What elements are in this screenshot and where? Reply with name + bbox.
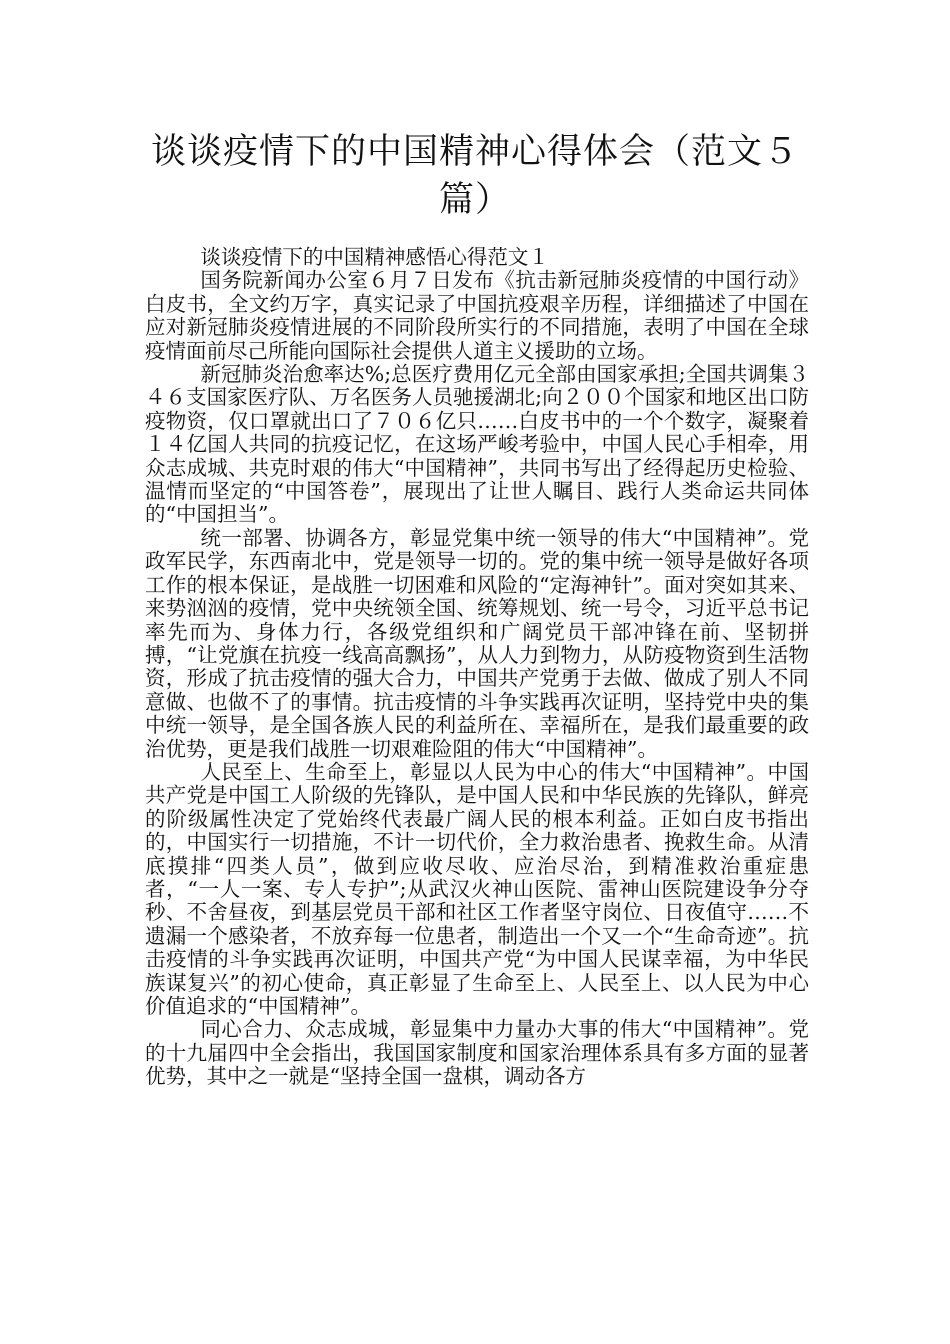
paragraph-1: 国务院新闻办公室６月７日发布《抗击新冠肺炎疫情的中国行动》白皮书，全文约万字，真实记录了中国抗疫艰辛历程，详细描述了中国在应对新冠肺炎疫情进展的不同阶段所实行的不同措施，表明了中国在全球疫情面前尽己所能向国际社会提供人道主义援助的立场。 (145, 268, 809, 363)
document-body (145, 246, 809, 1089)
paragraph-5: 同心合力、众志成城，彰显集中力量办大事的伟大“中国精神”。党的十九届四中全会指出，我国国家制度和国家治理体系具有多方面的显著优势，其中之一就是“坚持全国一盘棋，调动各方 (145, 1017, 809, 1089)
paragraph-4: 人民至上、生命至上，彰显以人民为中心的伟大“中国精神”。中国共产党是中国工人阶级的先锋队，是中国人民和中华民族的先锋队，鲜亮的阶级属性决定了党始终代表最广阔人民的根本利益。正如白皮书指出的，中国实行一切措施，不计一切代价，全力救治患者、挽救生命。从清底摸排“四类人员”，做到应收尽收、应治尽治，到精准救治重症患者，“一人一案、专人专护”;从武汉火神山医院、雷神山医院建设争分夺秒、不舍昼夜，到基层党员干部和社区工作者坚守岗位、日夜值守……不遗漏一个感染者，不放弃每一位患者，制造出一个又一个“生命奇迹”。抗击疫情的斗争实践再次证明，中国共产党“为中国人民谋幸福，为中华民族谋复兴”的初心使命，真正彰显了生命至上、人民至上、以人民为中心价值追求的“中国精神”。 (145, 759, 809, 1018)
section-subheading: 谈谈疫情下的中国精神感悟心得范文１ (200, 245, 549, 269)
document-title: 谈谈疫情下的中国精神心得体会（范文５篇） (150, 132, 799, 220)
paragraph-3: 统一部署、协调各方，彰显党集中统一领导的伟大“中国精神”。党政军民学，东西南北中，党是领导一切的。党的集中统一领导是做好各项工作的根本保证，是战胜一切困难和风险的“定海神针”。面对突如其来、来势汹汹的疫情，党中央统领全国、统筹规划、统一号令，习近平总书记率先而为、身体力行，各级党组织和广阔党员干部冲锋在前、坚韧拼搏，“让党旗在抗疫一线高高飘扬”，从人力到物力，从防疫物资到生活物资，形成了抗击疫情的强大合力，中国共产党勇于去做、做成了别人不同意做、也做不了的事情。抗击疫情的斗争实践再次证明，坚持党中央的集中统一领导，是全国各族人民的利益所在、幸福所在，是我们最重要的政治优势，更是我们战胜一切艰难险阻的伟大“中国精神”。 (145, 525, 809, 761)
paragraph-2: 新冠肺炎治愈率达%;总医疗费用亿元全部由国家承担;全国共调集３４６支国家医疗队、万名医务人员驰援湖北;向２００个国家和地区出口防疫物资，仅口罩就出口了７０６亿只……白皮书中的一个个数字，凝聚着１４亿国人共同的抗疫记忆，在这场严峻考验中，中国人民心手相牵，用众志成城、共克时艰的伟大“中国精神”，共同书写出了经得起历史检验、温情而坚定的“中国答卷”，展现出了让世人瞩目、践行人类命运共同体的“中国担当”。 (145, 362, 809, 527)
